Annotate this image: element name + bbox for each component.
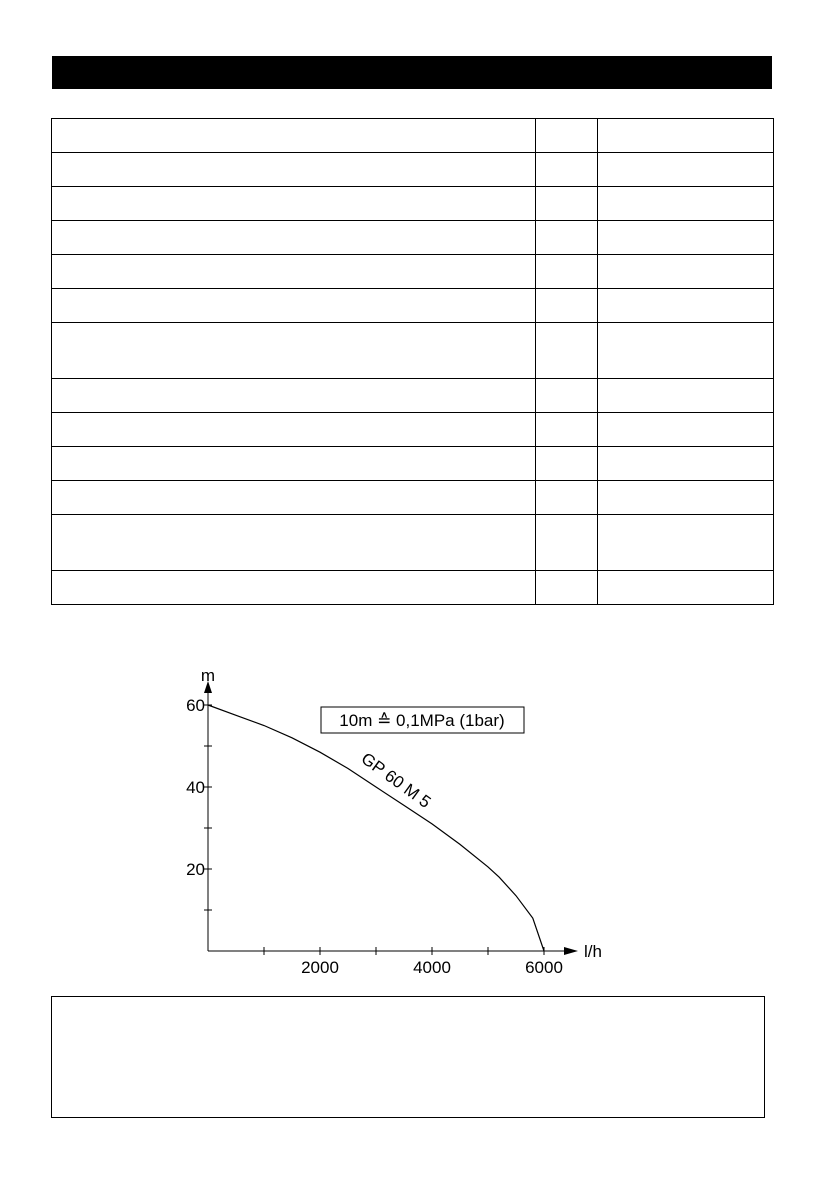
chart-ticks (204, 705, 544, 955)
table-cell (52, 119, 536, 153)
table-cell (536, 323, 598, 379)
y-tick-label: 40 (186, 778, 205, 797)
table-cell (598, 481, 774, 515)
table-row (52, 413, 774, 447)
table-cell (52, 481, 536, 515)
table-cell (52, 323, 536, 379)
table-cell (52, 447, 536, 481)
table-row (52, 515, 774, 571)
table-row (52, 447, 774, 481)
table-cell (536, 187, 598, 221)
table-cell (536, 221, 598, 255)
table-cell (52, 187, 536, 221)
spec-table (51, 118, 774, 605)
table-cell (536, 413, 598, 447)
table-row (52, 187, 774, 221)
header-bar (52, 56, 772, 89)
chart-series (208, 705, 544, 951)
table-cell (536, 379, 598, 413)
table-cell (536, 255, 598, 289)
table-cell (52, 571, 536, 605)
table-cell (536, 289, 598, 323)
table-cell (52, 379, 536, 413)
table-cell (598, 187, 774, 221)
series-label: GP 60 M 5 (357, 748, 435, 812)
table-cell (52, 515, 536, 571)
table-row (52, 289, 774, 323)
table-cell (598, 323, 774, 379)
table-row (52, 255, 774, 289)
table-row (52, 153, 774, 187)
table-cell (598, 289, 774, 323)
table-cell (598, 515, 774, 571)
table-row (52, 481, 774, 515)
table-row (52, 571, 774, 605)
series-line (208, 705, 544, 951)
table-row (52, 323, 774, 379)
y-axis-label: m (200, 666, 216, 685)
table-cell (536, 119, 598, 153)
table-cell (52, 153, 536, 187)
table-cell (52, 221, 536, 255)
y-tick-label: 20 (186, 860, 205, 879)
table-cell (52, 289, 536, 323)
table-cell (536, 153, 598, 187)
table-cell (598, 221, 774, 255)
y-tick-label: 60 (186, 696, 205, 715)
table-cell (52, 413, 536, 447)
x-axis-label: l/h (584, 942, 602, 961)
table-cell (598, 153, 774, 187)
table-cell (598, 119, 774, 153)
note-box (51, 996, 765, 1118)
x-tick-label: 6000 (525, 958, 563, 977)
x-tick-label: 4000 (413, 958, 451, 977)
performance-chart (160, 655, 620, 975)
legend-box (321, 707, 524, 733)
chart-tick-labels (186, 696, 563, 977)
table-cell (536, 447, 598, 481)
legend-box-text: 10m ≙ 0,1MPa (1bar) (339, 711, 505, 730)
table-cell (536, 571, 598, 605)
x-tick-label: 2000 (301, 958, 339, 977)
table-cell (536, 515, 598, 571)
table-row (52, 379, 774, 413)
table-cell (598, 413, 774, 447)
table-cell (598, 255, 774, 289)
table-cell (598, 379, 774, 413)
table-cell (52, 255, 536, 289)
table-cell (536, 481, 598, 515)
table-cell (598, 571, 774, 605)
x-axis-arrow (564, 947, 578, 955)
table-cell (598, 447, 774, 481)
table-row (52, 221, 774, 255)
table-row (52, 119, 774, 153)
